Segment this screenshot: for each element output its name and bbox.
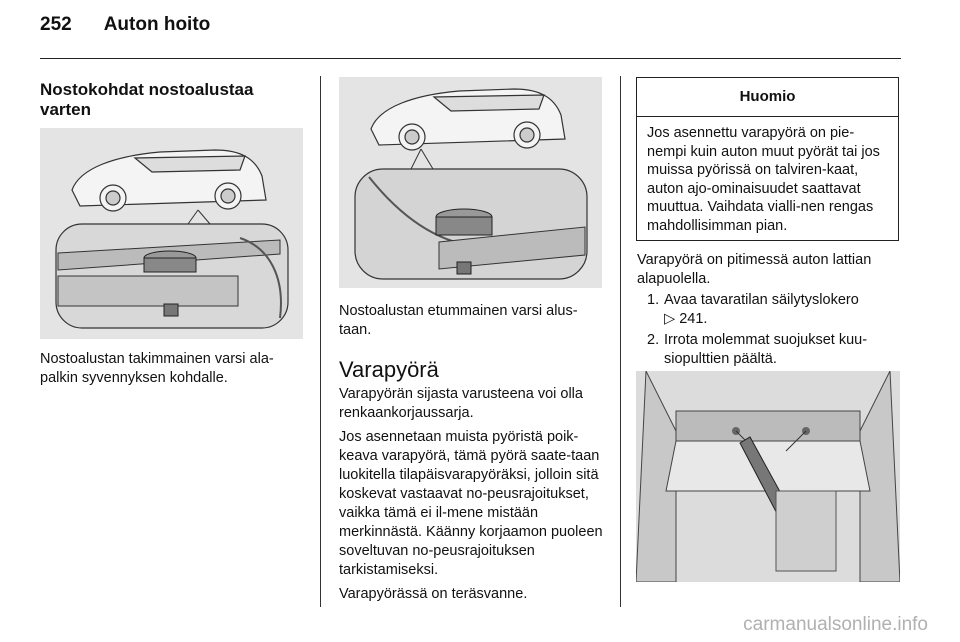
steps-list xyxy=(637,291,901,369)
paragraph-steel-rim: Varapyörässä on teräsvanne. xyxy=(339,586,528,602)
caption-rear-lift xyxy=(40,350,302,388)
step-1-text: Avaa tavaratilan säilytyslokero xyxy=(664,292,859,308)
paragraph-repair-kit: Varapyörän sijasta varusteena voi olla renkaankorjaussarja. xyxy=(339,386,583,421)
column-1 xyxy=(40,80,302,120)
column-3 xyxy=(637,251,901,369)
step-1 xyxy=(637,291,901,329)
page-title: Auton hoito xyxy=(103,14,211,35)
column-divider-2 xyxy=(620,76,621,607)
watermark: carmanualsonline.info xyxy=(743,614,928,635)
page-number: 252 xyxy=(40,14,72,35)
caption-front-lift: Nostoalustan etummainen varsi alus-taan. xyxy=(339,303,578,338)
note-title: Huomio xyxy=(637,78,898,117)
figure-front-lift-point xyxy=(339,77,602,288)
column-divider-1 xyxy=(320,76,321,607)
figure-trunk-bolt-covers xyxy=(636,371,900,582)
paragraph-spare-location: Varapyörä on pitimessä auton lattian alapuolella. xyxy=(637,252,872,287)
note-text: Jos asennettu varapyörä on pie-nempi kuin auton muut pyörät tai jos muissa pyörissä on talviren-kaat, auton ajo-ominaisuudet saattavat muuttua. Vaihdata vialli-nen rengas mahdollisimman pian. xyxy=(647,125,880,234)
step-1-number: 1. xyxy=(647,292,660,308)
step-2 xyxy=(637,331,901,369)
note-box xyxy=(636,77,899,241)
step-1-page-ref: 241. xyxy=(679,311,708,327)
page-ref-icon: ▷ xyxy=(664,311,676,327)
caption-rear-lift-text: Nostoalustan takimmainen varsi ala-palkin syvennyksen kohdalle. xyxy=(40,351,274,386)
figure-rear-lift-point xyxy=(40,128,303,339)
step-2-text: Irrota molemmat suojukset kuu-siopulttien päältä. xyxy=(664,332,868,367)
page-header xyxy=(40,14,210,36)
header-rule xyxy=(40,58,901,59)
section-title-spare-wheel: Varapyörä xyxy=(339,357,439,382)
step-2-number: 2. xyxy=(647,332,660,348)
section-heading-lift-points: Nostokohdat nostoalustaa varten xyxy=(40,80,254,119)
paragraph-temporary-spare: Jos asennetaan muista pyöristä poik-keava varapyörä, tämä pyörä saate-taan luokitella tilapäisvarapyöräksi, jolloin sitä koskevat vastaavat no-peusrajoitukset, vaikka tämä ei il-mene mistään merkinnästä. Käänny korjaamon puoleen soveltuvan no-peusrajoituksen tarkistamiseksi. xyxy=(339,429,603,578)
column-2 xyxy=(339,302,604,604)
